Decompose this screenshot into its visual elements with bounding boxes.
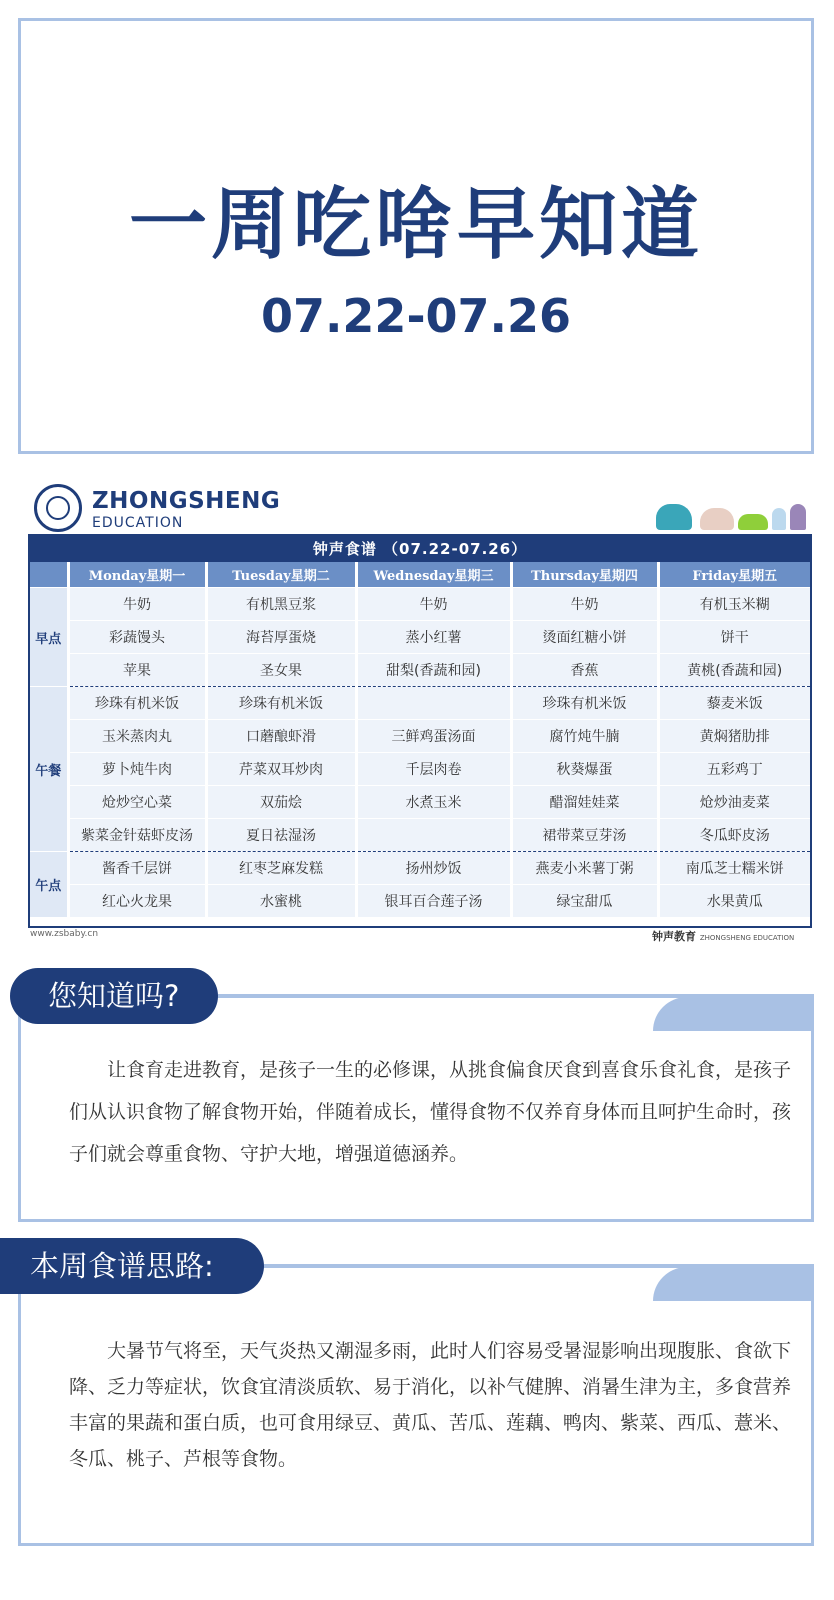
menu-cell: 醋溜娃娃菜	[511, 786, 658, 819]
site-url: www.zsbaby.cn	[30, 929, 99, 939]
did-you-know-text: 让食育走进教育，是孩子一生的必修课，从挑食偏食厌食到喜食乐食礼食，是孩子们从认识食物了解食物开始，伴随着成长，懂得食物不仅养育身体而且呵护生命时，孩子们就会尊重食物、守护大地，增强道德涵养。	[69, 1059, 792, 1165]
table-row	[30, 621, 810, 654]
menu-cell: 饼干	[658, 621, 810, 654]
menu-cell: 红枣芝麻发糕	[206, 852, 356, 885]
day-header: Thursday星期四	[511, 562, 658, 588]
menu-idea-box	[18, 1264, 814, 1546]
menu-cell: 黄桃(香蔬和园)	[658, 654, 810, 687]
menu-cell: 裙带菜豆芽汤	[511, 819, 658, 852]
school-logo-icon	[34, 484, 82, 532]
menu-cell: 牛奶	[356, 588, 511, 621]
meal-category: 午点	[30, 852, 68, 918]
menu-cell: 水蜜桃	[206, 885, 356, 918]
menu-cell	[356, 687, 511, 720]
box-top-line	[240, 1264, 814, 1268]
table-row	[30, 654, 810, 687]
menu-cell: 牛奶	[68, 588, 206, 621]
table-row	[30, 687, 810, 720]
menu-cell: 有机黑豆浆	[206, 588, 356, 621]
menu-cell: 燕麦小米薯丁粥	[511, 852, 658, 885]
menu-cell: 银耳百合莲子汤	[356, 885, 511, 918]
menu-cell: 五彩鸡丁	[658, 753, 810, 786]
menu-cell: 珍珠有机米饭	[206, 687, 356, 720]
menu-cell: 有机玉米糊	[658, 588, 810, 621]
day-header: Wednesday星期三	[356, 562, 511, 588]
menu-cell: 紫菜金针菇虾皮汤	[68, 819, 206, 852]
menu-cell: 冬瓜虾皮汤	[658, 819, 810, 852]
table-row	[30, 753, 810, 786]
brand-sub: EDUCATION	[92, 515, 184, 531]
day-header: Tuesday星期二	[206, 562, 356, 588]
menu-idea-heading: 本周食谱思路:	[0, 1238, 264, 1294]
corner-decoration	[653, 1267, 811, 1301]
menu-cell: 水煮玉米	[356, 786, 511, 819]
menu-corner-cell	[30, 562, 68, 588]
meal-category: 午餐	[30, 687, 68, 852]
menu-cell: 彩蔬馒头	[68, 621, 206, 654]
menu-cell: 珍珠有机米饭	[511, 687, 658, 720]
table-row	[30, 819, 810, 852]
animals-illustration-icon	[656, 490, 816, 530]
table-row	[30, 786, 810, 819]
table-row	[30, 720, 810, 753]
menu-cell: 夏日祛湿汤	[206, 819, 356, 852]
meal-category: 早点	[30, 588, 68, 687]
did-you-know-heading: 您知道吗?	[10, 968, 218, 1024]
menu-cell	[356, 819, 511, 852]
menu-cell: 腐竹炖牛腩	[511, 720, 658, 753]
menu-cell: 炝炒空心菜	[68, 786, 206, 819]
corner-decoration	[653, 997, 811, 1031]
menu-cell: 南瓜芝士糯米饼	[658, 852, 810, 885]
menu-cell: 圣女果	[206, 654, 356, 687]
menu-cell: 芹菜双耳炒肉	[206, 753, 356, 786]
menu-section	[0, 468, 834, 942]
footer-brand-cn: 钟声教育	[652, 930, 696, 943]
menu-idea-text: 大暑节气将至，天气炎热又潮湿多雨，此时人们容易受暑湿影响出现腹胀、食欲下降、乏力等症状，饮食宜清淡质软、易于消化，以补气健脾、消暑生津为主，多食营养丰富的果蔬和蛋白质，也可食用绿豆、黄瓜、苦瓜、莲藕、鸭肉、紫菜、西瓜、薏米、冬瓜、桃子、芦根等食物。	[69, 1340, 792, 1470]
menu-cell: 扬州炒饭	[356, 852, 511, 885]
menu-cell: 藜麦米饭	[658, 687, 810, 720]
menu-table	[30, 562, 810, 918]
menu-cell: 红心火龙果	[68, 885, 206, 918]
menu-cell: 牛奶	[511, 588, 658, 621]
menu-cell: 甜梨(香蔬和园)	[356, 654, 511, 687]
menu-cell: 秋葵爆蛋	[511, 753, 658, 786]
menu-cell: 烫面红糖小饼	[511, 621, 658, 654]
menu-cell: 三鲜鸡蛋汤面	[356, 720, 511, 753]
menu-table-frame	[28, 534, 812, 928]
menu-cell: 口蘑酿虾滑	[206, 720, 356, 753]
day-header: Monday星期一	[68, 562, 206, 588]
menu-cell: 蒸小红薯	[356, 621, 511, 654]
table-row	[30, 885, 810, 918]
brand-name: ZHONGSHENG	[92, 488, 281, 514]
hero-title: 一周吃啥早知道	[128, 180, 703, 270]
menu-cell: 双茄烩	[206, 786, 356, 819]
menu-cell: 苹果	[68, 654, 206, 687]
hero-card	[18, 18, 814, 454]
hero-date: 07.22-07.26	[260, 289, 572, 343]
menu-cell: 水果黄瓜	[658, 885, 810, 918]
menu-cell: 珍珠有机米饭	[68, 687, 206, 720]
box-top-line	[200, 994, 814, 998]
footer-brand	[652, 931, 794, 942]
menu-cell: 萝卜炖牛肉	[68, 753, 206, 786]
menu-cell: 千层肉卷	[356, 753, 511, 786]
menu-cell: 酱香千层饼	[68, 852, 206, 885]
menu-cell: 绿宝甜瓜	[511, 885, 658, 918]
footer-brand-en: ZHONGSHENG EDUCATION	[699, 934, 795, 942]
table-row	[30, 588, 810, 621]
menu-cell: 香蕉	[511, 654, 658, 687]
menu-cell: 炝炒油麦菜	[658, 786, 810, 819]
did-you-know-box	[18, 994, 814, 1222]
day-header: Friday星期五	[658, 562, 810, 588]
menu-cell: 玉米蒸肉丸	[68, 720, 206, 753]
menu-title: 钟声食谱 （07.22-07.26）	[30, 536, 810, 562]
menu-header-row	[30, 562, 810, 588]
menu-cell: 黄焖猪肋排	[658, 720, 810, 753]
menu-cell: 海苔厚蛋烧	[206, 621, 356, 654]
table-row	[30, 852, 810, 885]
